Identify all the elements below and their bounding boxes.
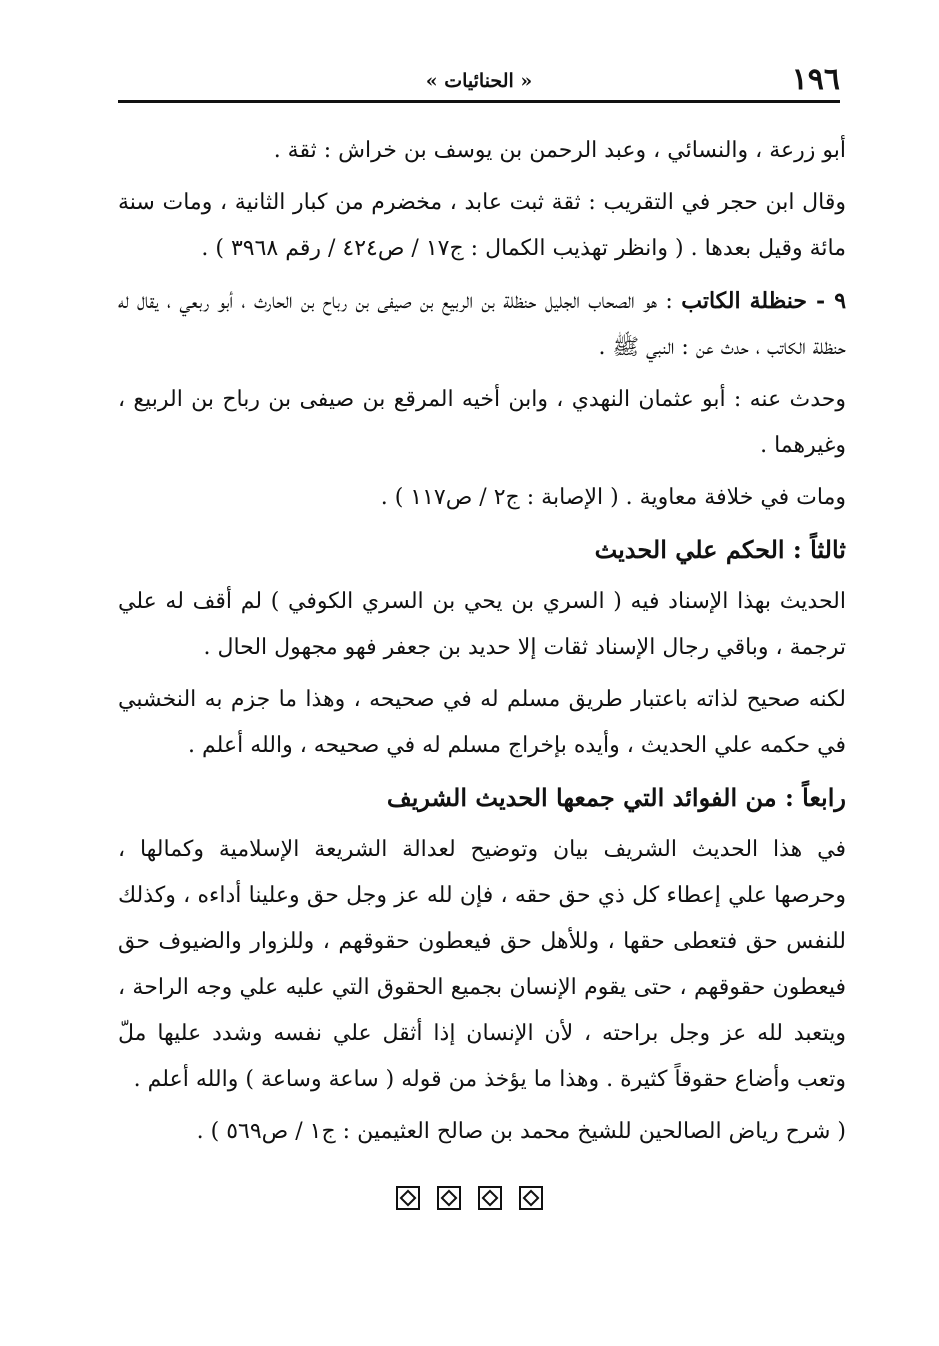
paragraph-6: الحديث بهذا الإسناد فيه ( السري بن يحي بن السري الكوفي ) لم أقف له علي ترجمة ، وباقي رجال الإسناد ثقات إلا حديد بن جعفر فهو مجهول الحال .	[118, 589, 846, 660]
ornament-icon	[396, 1186, 420, 1210]
page-number: ١٩٦	[791, 62, 840, 97]
paragraph-7: لكنه صحيح لذاته باعتبار طريق مسلم له في صحيحه ، وهذا ما جزم به النخشبي في حكمه علي الحديث ، وأيده بإخراج مسلم له في صحيحه ، والله أعلم .	[118, 687, 846, 758]
paragraph-1: أبو زرعة ، والنسائي ، وعبد الرحمن بن يوسف بن خراش : ثقة .	[273, 138, 846, 163]
paragraph-4: وحدث عنه : أبو عثمان النهدي ، وابن أخيه المرقع بن صيفى بن رباح بن الربيع ، وغيرهما .	[118, 387, 846, 458]
section-heading-3: ثالثاً : الحكم علي الحديث	[594, 535, 846, 564]
paragraph-9: ( شرح رياض الصالحين للشيخ محمد بن صالح العثيمين : ج١ / ص٥٦٩ ) .	[196, 1119, 846, 1144]
paragraph-5: ومات في خلافة معاوية . ( الإصابة : ج٢ / ص١١٧ ) .	[380, 485, 846, 510]
ornament-row	[0, 1186, 939, 1214]
paragraph-8: في هذا الحديث الشريف بيان وتوضيح لعدالة الشريعة الإسلامية وكمالها ، وحرصها علي إعطاء كل ذي حق حقه ، فإن لله عز وجل حق وعلينا أداءه ، وكذلك للنفس حق فتعطى حقها ، وللأهل حق فيعطون حقوقهم ، وللزوار والضيوف حق فيعطون حقوقهم ، حتى يقوم الإنسان بجميع الحقوق التي عليه علي وجه الراحة ، ويتعبد لله عز وجل براحته ، لأن الإنسان إذا أثقل علي نفسه وشدد عليها ملّ وتعب وأضاع حقوقاً كثيرة . وهذا ما يؤخذ من قوله ( ساعة وساعة ) والله أعلم .	[118, 837, 846, 1092]
section-heading-4: رابعاً : من الفوائد التي جمعها الحديث الشريف	[386, 783, 846, 812]
header-rule	[118, 100, 840, 103]
paragraph-2: وقال ابن حجر في التقريب : ثقة ثبت عابد ، مخضرم من كبار الثانية ، ومات سنة مائة وقيل بعدها . ( وانظر تهذيب الكمال : ج١٧ / ص٤٢٤ / رقم ٣٩٦٨ ) .	[118, 190, 846, 261]
ornament-icon	[437, 1186, 461, 1210]
ornament-icon	[519, 1186, 543, 1210]
entry-heading: ٩ - حنظلة الكاتب	[681, 288, 847, 314]
running-title: « الحنائيات »	[425, 70, 533, 92]
paragraph-3	[118, 278, 846, 371]
entry-text: : هو الصحاب الجليل حنظلة بن الربيع بن صيفى بن رباح بن الحارث ، أبو ربعي ، يقال له حنظلة الكاتب ، حدث عن : النبي ﷺ .	[118, 289, 846, 360]
ornament-icon	[478, 1186, 502, 1210]
page-body	[118, 128, 846, 1161]
page-header	[118, 60, 840, 100]
